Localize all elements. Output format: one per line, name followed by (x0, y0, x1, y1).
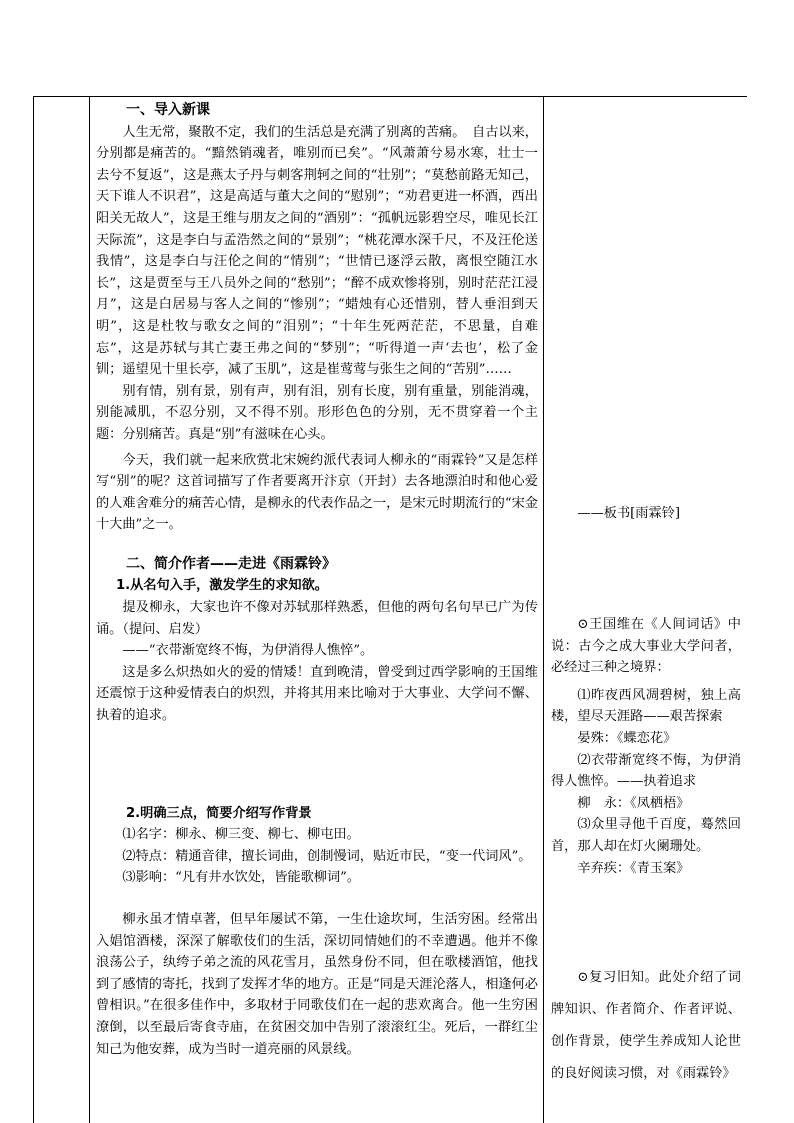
section-heading: 一、导入新课 (126, 102, 210, 118)
table-left-border (33, 96, 34, 1123)
side-note-text: ⊙王国维在《人间词话》中说：古今之成大事业大学问者，必经过三种之境界： (551, 617, 741, 676)
list-item: ⑶影响：“凡有井水饮处，皆能歌柳词”。 (122, 870, 361, 886)
side-note-text: ⊙复习旧知。此处介绍了词牌知识、作者简介、作者评说、创作背景，使学生养成知人论世的良好阅读习惯，对《雨霖铃》 (551, 970, 741, 1081)
side-note-text: ⑴昨夜西风凋碧树，独上高楼，望尽天涯路——艰苦探索 (551, 687, 741, 725)
side-note-text: ⑶众里寻他千百度，蓦然回首，那人却在灯火阑珊处。 (551, 817, 741, 854)
list-item: ⑴名字：柳永、柳三变、柳七、柳屯田。 (122, 827, 360, 843)
table-column-divider (543, 96, 544, 1123)
side-note-review (551, 962, 741, 1090)
paragraph: 这是多么炽热如火的爱的情矮！直到晚清，曾受到过西学影响的王国维还震惊于这种爱情表白的炽烈，并将其用来比喻对于大事业、大学问不懈、执着的追求。 (96, 664, 538, 724)
table-top-border (33, 96, 747, 97)
table-column-divider (89, 96, 90, 1123)
subsection-heading: 1.从名句入手，激发学生的求知欲。 (116, 578, 328, 594)
board-note: ——板书[雨霖铃] (577, 506, 680, 521)
side-note-text: ⑵衣带渐宽终不悔，为伊消得人憔悴。——执着追求 (551, 752, 741, 790)
side-note-text: 辛弃疾：《青玉案》 (577, 860, 690, 876)
main-content-column (96, 100, 538, 1060)
paragraph: 人生无常，聚散不定，我们的生活总是充满了别离的苦痛。 自古以来，分别都是痛苦的。“黯然销魂者，唯别而已矣”。“风萧萧兮易水寒，壮士一去兮不复返”，这是燕太子丹与刺客荆轲之间的“壮别”；“莫愁前路无知己，天下谁人不识君”，这是高适与董大之间的“慰别”；“劝君更进一杯酒，西出阳关无故人”，这是王维与朋友之间的“酒别”：“孤帆远影碧空尽，唯见长江天际流”，这是李白与孟浩然之间的“景别”；“桃花潭水深千尺，不及汪伦送我情”，这是李白与汪伦之间的“情别”；“世情已逐浮云散，离恨空随江水长”，这是贾至与王八员外之间的“愁别”；“醉不成欢惨将别，别时茫茫江浸月”，这是白居易与客人之间的“惨别”；“蜡烛有心还惜别，替人垂泪到天明”，这是杜牧与歌女之间的“泪别”；“十年生死两茫茫，不思量，自难忘”，这是苏轼与其亡妻王弗之间的“梦别”；“听得道一声‘去也’，松了金钏；遥望见十里长亭，减了玉肌”，这是崔莺莺与张生之间的“苦别”…… (96, 124, 538, 378)
subsection-heading: 2.明确三点，简要介绍写作背景 (126, 805, 312, 821)
paragraph: 今天，我们就一起来欣赏北宋婉约派代表词人柳永的“雨霖铃”又是怎样写“别”的呢？这首词描写了作者要离开汴京（开封）去各地漂泊时和他心爱的人难舍难分的痛苦心情，是柳永的代表作品之一，是宋元时期流行的“宋金十大曲”之一。 (96, 452, 538, 533)
paragraph: 别有情，别有景，别有声，别有泪，别有长度，别有重量，别能消魂，别能减肌，不忍分别，又不得不别。形形色色的分别，无不贯穿着一个主题：分别痛苦。真是“别”有滋味在心头。 (96, 383, 538, 442)
side-note-text: 柳 永：《凤栖梧》 (577, 795, 690, 811)
paragraph: 提及柳永，大家也许不像对苏轼那样熟悉，但他的两句名句早已广为传诵。（提问、启发） (96, 600, 538, 637)
side-note-text: 晏殊：《蝶恋花》 (577, 730, 677, 746)
section-heading: 二、简介作者——走进《雨霖铃》 (126, 555, 336, 572)
list-item: ⑵特点：精通音律，擅长词曲，创制慢词，贴近市民，“变一代词风”。 (122, 848, 532, 864)
side-note-wang (551, 614, 741, 879)
paragraph: 柳永虽才情卓著，但早年屡试不第，一生仕途坎坷，生活穷困。经常出入娼馆酒楼，深深了解歌伎们的生活，深切同情她们的不幸遭遇。他并不像浪荡公子，纨绔子弟之流的风花雪月，虽然身份不同，但在歌楼酒馆，他找到了感情的寄托，找到了发挥才华的地方。正是“同是天涯沦落人，相逢何必曾相识。”在很多佳作中，多取材于同歌伎们在一起的悲欢离合。他一生穷困潦倒，以至最后寄食寺庙，在贫困交加中告别了滚滚红尘。死后，一群红尘知己为他安葬，成为当时一道亮丽的风景线。 (96, 912, 538, 1057)
quote: ——“衣带渐宽终不悔，为伊消得人憔悴”。 (122, 643, 374, 659)
side-note-board (551, 503, 741, 525)
